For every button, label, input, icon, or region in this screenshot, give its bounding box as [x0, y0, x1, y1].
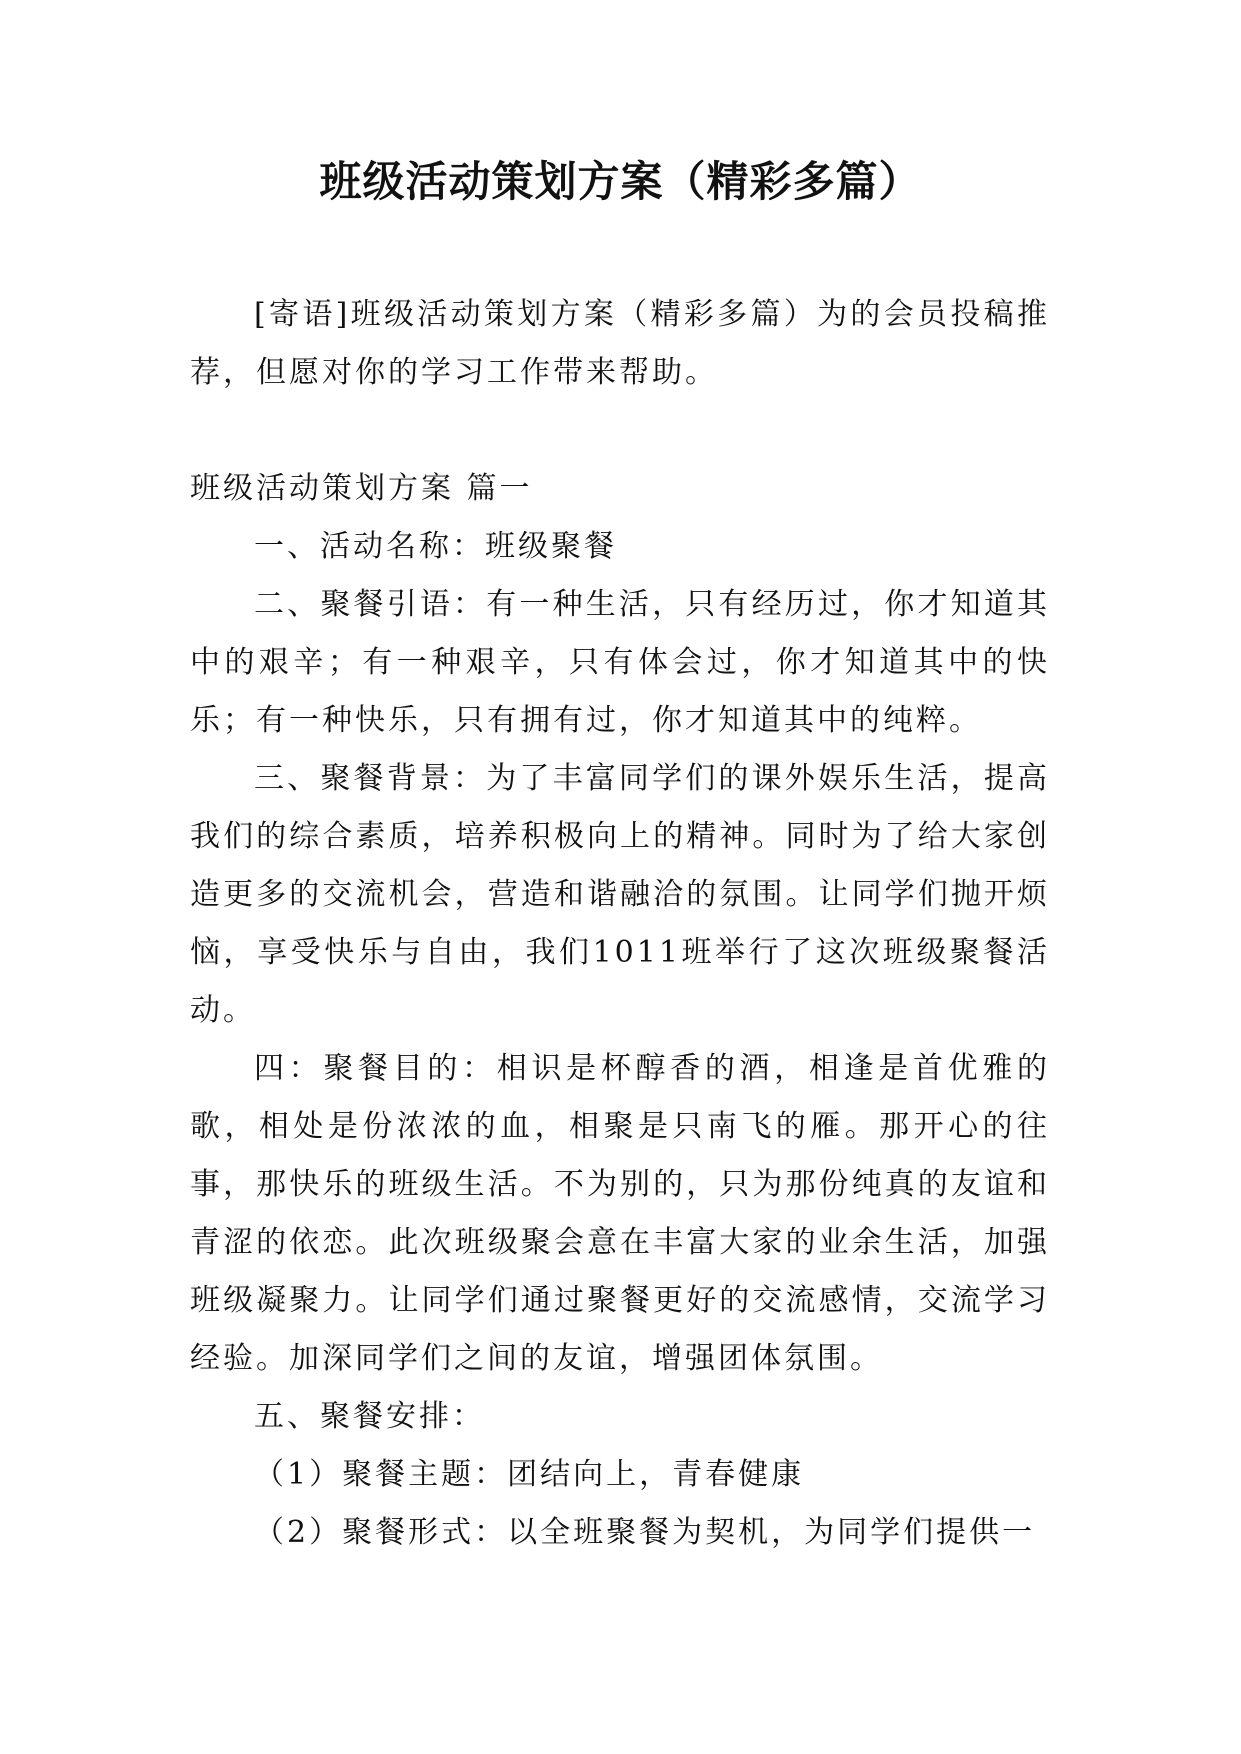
intro-paragraph: [寄语]班级活动策划方案（精彩多篇）为的会员投稿推荐，但愿对你的学习工作带来帮助。	[190, 297, 1050, 390]
paragraph-theme: （1）聚餐主题：团结向上，青春健康	[254, 1457, 805, 1492]
paragraph-background: 三、聚餐背景：为了丰富同学们的课外娱乐生活，提高我们的综合素质，培养积极向上的精神。同时为了给大家创造更多的交流机会，营造和谐融洽的氛围。让同学们抛开烦恼，享受快乐与自由，我们1011班举行了这次班级聚餐活动。	[190, 761, 1050, 1028]
section-block	[190, 460, 1050, 1562]
paragraph-form: （2）聚餐形式：以全班聚餐为契机，为同学们提供一	[254, 1515, 1036, 1550]
paragraph-lead-words: 二、聚餐引语：有一种生活，只有经历过，你才知道其中的艰辛；有一种艰辛，只有体会过，你才知道其中的快乐；有一种快乐，只有拥有过，你才知道其中的纯粹。	[190, 587, 1050, 738]
paragraph-activity-name: 一、活动名称：班级聚餐	[254, 529, 617, 564]
section-heading: 班级活动策划方案 篇一	[190, 471, 533, 506]
intro-block	[190, 286, 1050, 402]
paragraph-purpose: 四：聚餐目的：相识是杯醇香的酒，相逢是首优雅的歌，相处是份浓浓的血，相聚是只南飞的雁。那开心的往事，那快乐的班级生活。不为别的，只为那份纯真的友谊和青涩的依恋。此次班级聚会意在丰富大家的业余生活，加强班级凝聚力。让同学们通过聚餐更好的交流感情，交流学习经验。加深同学们之间的友谊，增强团体氛围。	[190, 1051, 1050, 1376]
paragraph-arrangement: 五、聚餐安排：	[254, 1399, 485, 1434]
document-title: 班级活动策划方案（精彩多篇）	[319, 157, 922, 206]
